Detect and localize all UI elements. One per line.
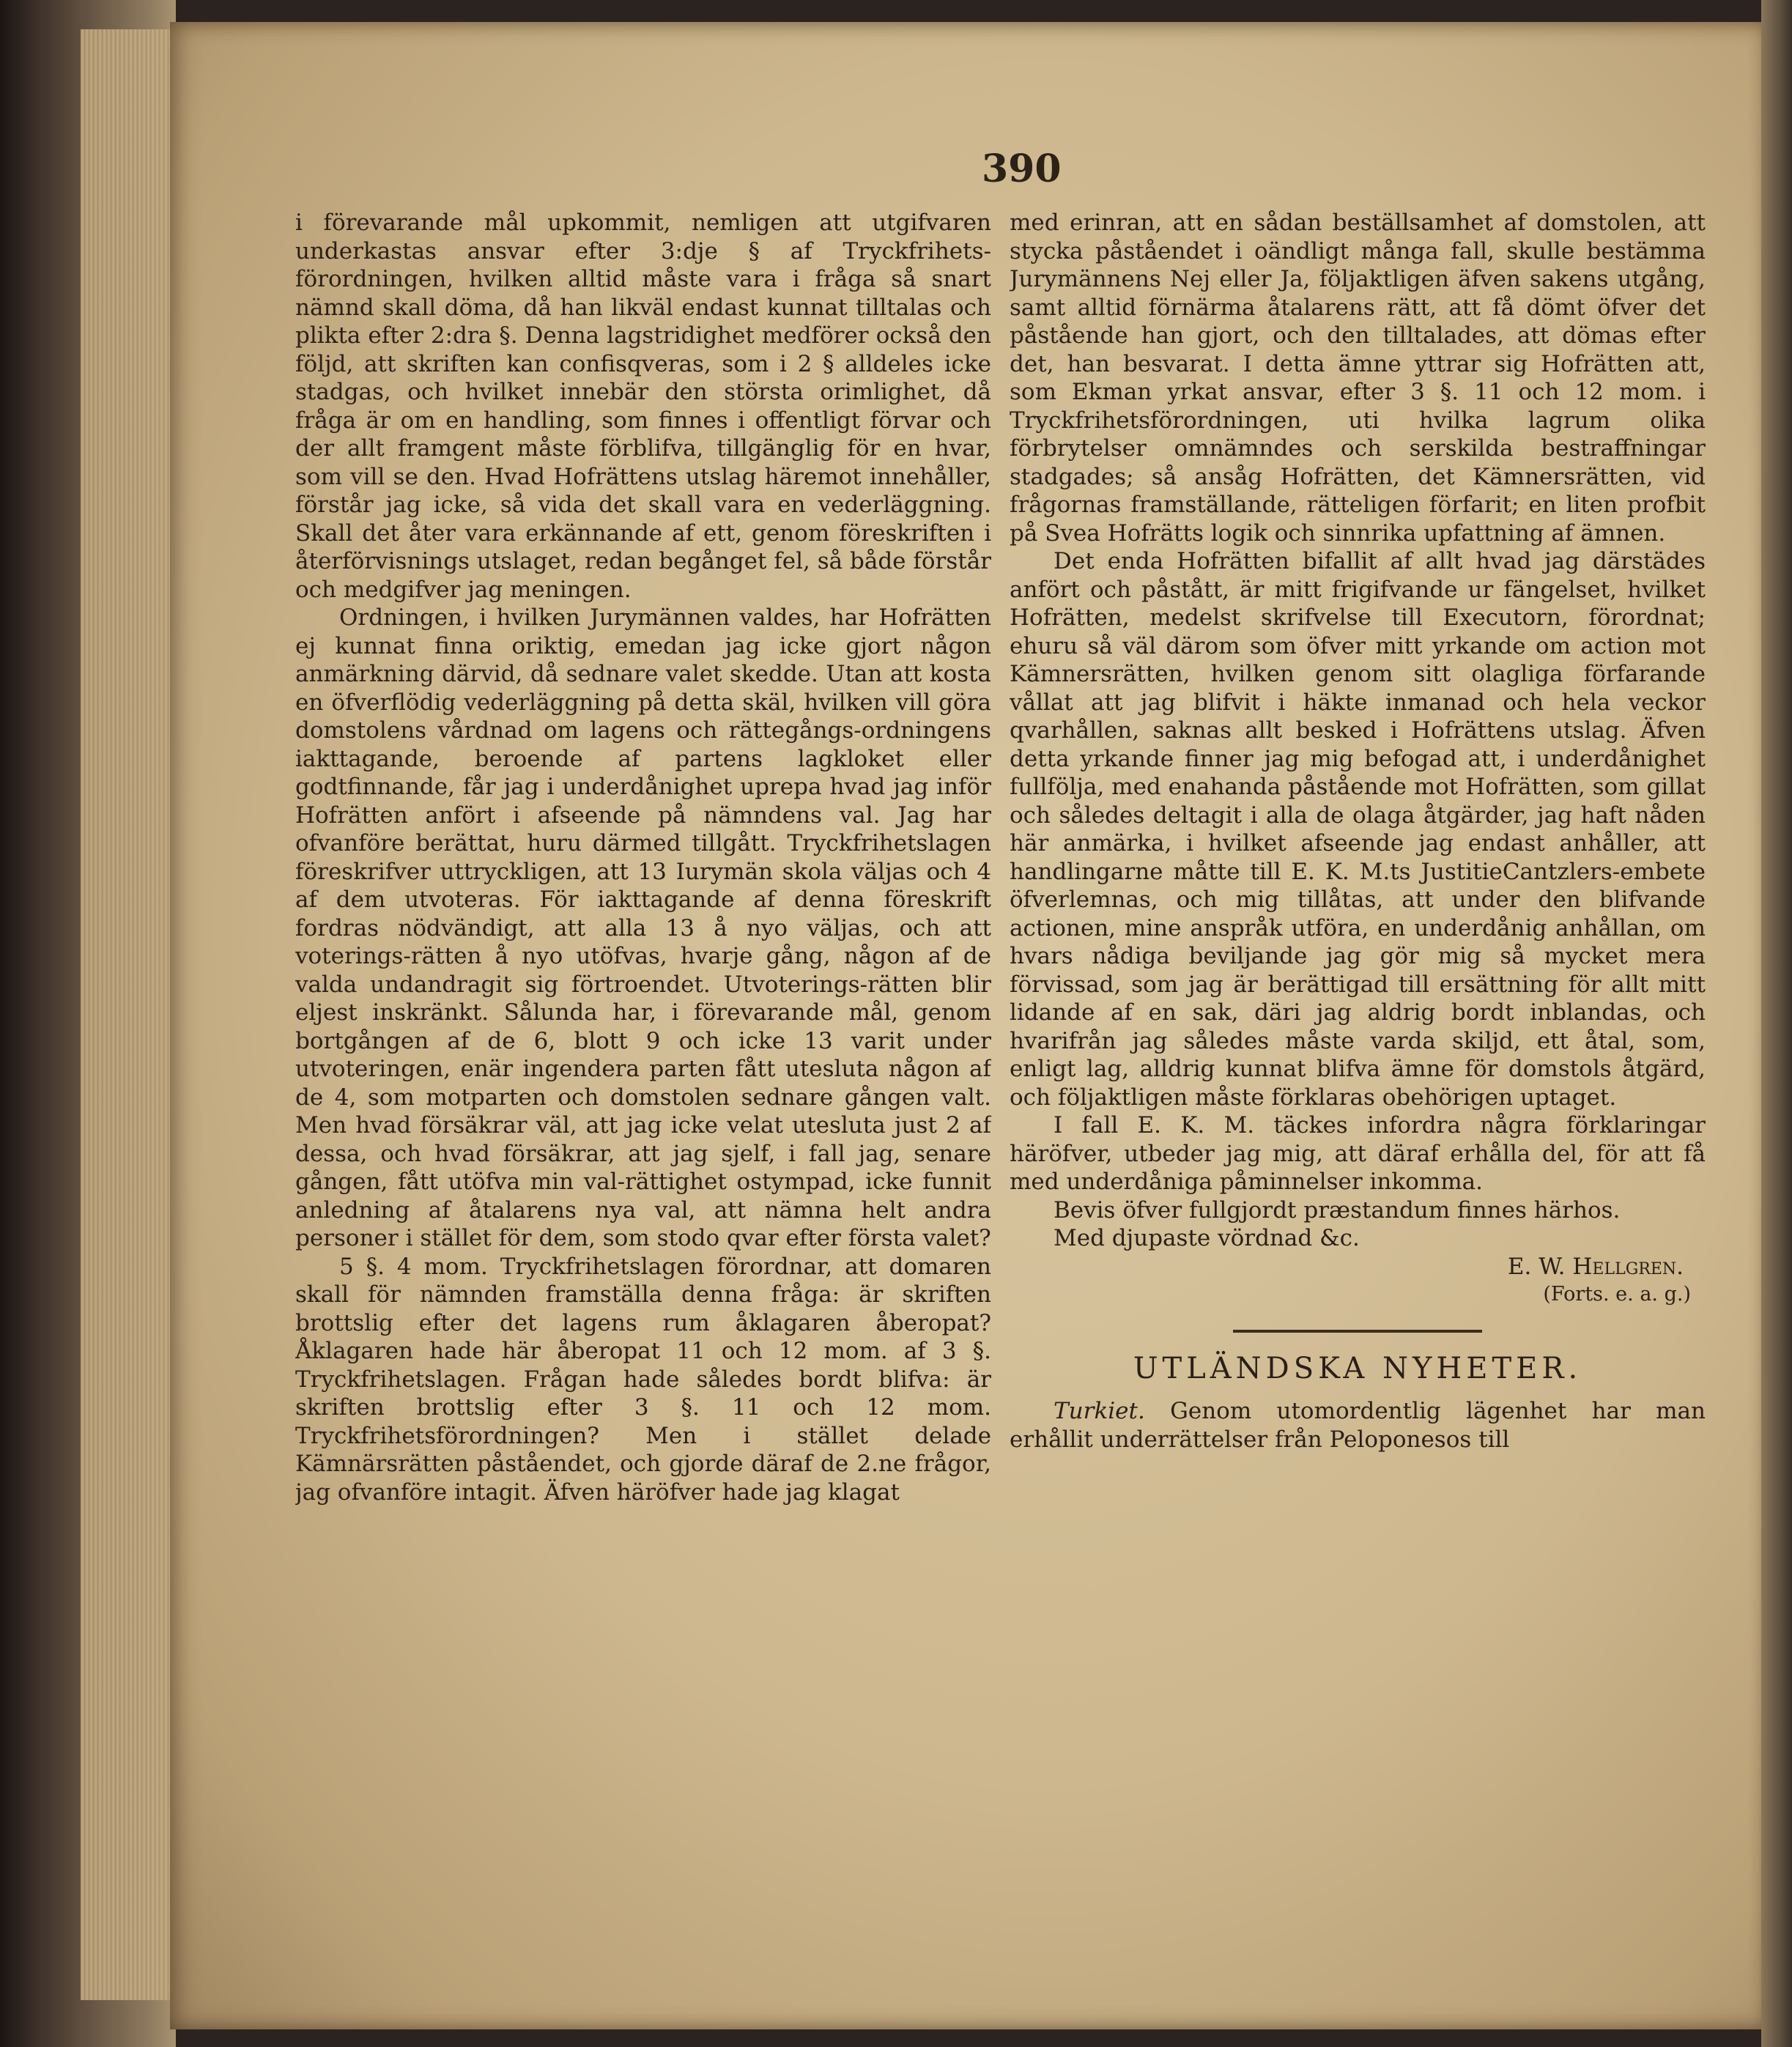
paragraph: 5 §. 4 mom. Tryckfrihetslagen förordnar, att domaren skall för nämnden framställa denna fråga: är skriften brottslig efter det lagens rum åklagaren åberopat? Åklagaren hade här åberopat 11 och 12 mom. af 3 §. Tryckfrihetslagen. Frågan hade således bordt blifva: är skriften brottslig efter 3 §. 11 och 12 mom. Tryckfrihetsförordningen? Men i stället delade Kämnärsrätten påståendet, och gjorde däraf de 2.ne frågor, jag ofvanföre intagit. Äfven häröfver hade jag klagat [295, 1253, 991, 1506]
paragraph: Det enda Hofrätten bifallit af allt hvad jag därstädes anfört och påstått, är mitt frigifvande ur fängelset, hvilket Hofrätten, medelst skrifvelse till Executorn, förordnat; ehuru så väl därom som öfver mitt yrkande om action mot Kämnersrätten, hvilken genom sitt olagliga förfarande vållat att jag blifvit i häkte inmanad och hela veckor qvarhållen, saknas allt besked i Hofrättens utslag. Äfven detta yrkande finner jag mig befogad att, i underdånighet fullfölja, med enahanda påstående mot Hofrätten, som gillat och således deltagit i alla de olaga åtgärder, jag haft nåden här anmärka, i hvilket afseende jag endast anhåller, att handlingarne måtte till E. K. M.ts JustitieCantzlers-embete öfverlemnas, och mig tillåtas, att under den blifvande actionen, mine anspråk utföra, en underdånig anhållan, om hvars nådiga beviljande jag gör mig så mycket mera förvissad, som jag är berättigad till ersättning för allt mitt lidande af en sak, däri jag aldrig bordt inblandas, och hvarifrån jag således måste varda skiljd, ett åtal, som, enligt lag, alldrig kunnat blifva ämne för domstols åtgärd, och följaktligen måste förklaras obehörigen uptaget. [1010, 548, 1706, 1111]
paragraph: Med djupaste vördnad &c. [1054, 1225, 1360, 1251]
paragraph: i förevarande mål upkommit, nemligen att utgifvaren underkastas ansvar efter 3:dje § af Tryckfrihets-förordningen, hvilken alltid måste vara i fråga så snart nämnd skall döma, då han likväl endast kunnat tilltalas och plikta efter 2:dra §. Denna lagstridighet medförer också den följd, att skriften kan confisqveras, som i 2 § alldeles icke stadgas, och hvilket innebär den största orimlighet, då fråga är om en handling, som finnes i offentligt förvar och der allt framgent måste förblifva, tillgänglig för en hvar, som vill se den. Hvad Hofrättens utslag häremot innehåller, förstår jag icke, så vida det skall vara en vederläggning. Skall det åter vara erkännande af ett, genom föreskriften i återförvisnings utslaget, redan begånget fel, så både förstår och medgifver jag meningen. [295, 210, 991, 603]
continuation-note: (Forts. e. a. g.) [1543, 1283, 1691, 1306]
paragraph: Ordningen, i hvilken Jurymännen valdes, har Hofrätten ej kunnat finna oriktig, emedan jag icke gjort någon anmärkning därvid, då sednare valet skedde. Utan att kosta en öfverflödig vederläggning på detta skäl, hvilken vill göra domstolens vårdnad om lagens och rättegångs-ordningens iakttagande, beroende af partens lagkloket eller godtfinnande, får jag i underdånighet uprepa hvad jag inför Hofrätten anfört i afseende på nämndens val. Jag har ofvanföre berättat, huru därmed tillgått. Tryckfrihetslagen föreskrifver uttryckligen, att 13 Iurymän skola väljas och 4 af dem utvoteras. För iakttagande af denna föreskrift fordras nödvändigt, att alla 13 å nyo väljas, och att voterings-rätten å nyo utöfvas, hvarje gång, någon af de valda undandragit sig förtroendet. Utvoterings-rätten blir eljest inskränkt. Sålunda har, i förevarande mål, genom bortgången af de 6, blott 9 och icke 13 varit under utvoteringen, enär ingendera parten fått utesluta någon af de 4, som motparten och domstolen sednare gången valt. Men hvad försäkrar väl, att jag icke velat utesluta just 2 af dessa, och hvad försäkrar, att jag sjelf, i fall jag, senare gången, fått utöfva min val-rättighet ostympad, icke funnit anledning af åtalarens nya val, att nämna helt andra personer i stället för dem, som stodo qvar efter första valet? [295, 604, 991, 1251]
section-heading: UTLÄNDSKA NYHETER. [1133, 1351, 1582, 1385]
page-number: 390 [982, 147, 1062, 191]
left-text-column [295, 209, 991, 1960]
paragraph: Bevis öfver fullgjordt præstandum finnes härhos. [1054, 1196, 1621, 1224]
page-stack-edge [81, 29, 183, 2000]
section-divider [1233, 1330, 1482, 1333]
paragraph: med erinran, att en sådan beställsamhet af domstolen, att stycka påståendet i oändligt många fall, skulle bestämma Jurymännens Nej eller Ja, följaktligen äfven sakens utgång, samt alltid förnärma åtalarens rätt, att få dömt öfver det påstående han gjort, och den tilltalades, att dömas efter det, han besvarat. I detta ämne yttrar sig Hofrätten att, som Ekman yrkat ansvar, efter 3 §. 11 och 12 mom. i Tryckfrihetsförordningen, uti hvilka lagrum olika förbrytelser omnämndes och serskilda bestraffningar stadgades; så ansåg Hofrätten, det Kämnersrätten, vid frågornas framställande, rätteligen förfarit; en liten profbit på Svea Hofrätts logik och sinnrika upfattning af ämnen. [1010, 210, 1706, 547]
news-text: Genom utomordentlig lägenhet har man erhållit underrättelser från Peloponesos till [1010, 1398, 1706, 1453]
news-place: Turkiet. [1054, 1398, 1145, 1424]
news-paragraph [1010, 1397, 1706, 1454]
signature: E. W. Hellgren. [1507, 1253, 1684, 1280]
next-page-edge [1761, 0, 1792, 2047]
right-text-column [1010, 209, 1706, 1960]
paragraph: I fall E. K. M. täckes infordra några förklaringar häröfver, utbeder jag mig, att däraf erhålla del, för att få med underdåniga påminnelser inkomma. [1010, 1112, 1706, 1195]
